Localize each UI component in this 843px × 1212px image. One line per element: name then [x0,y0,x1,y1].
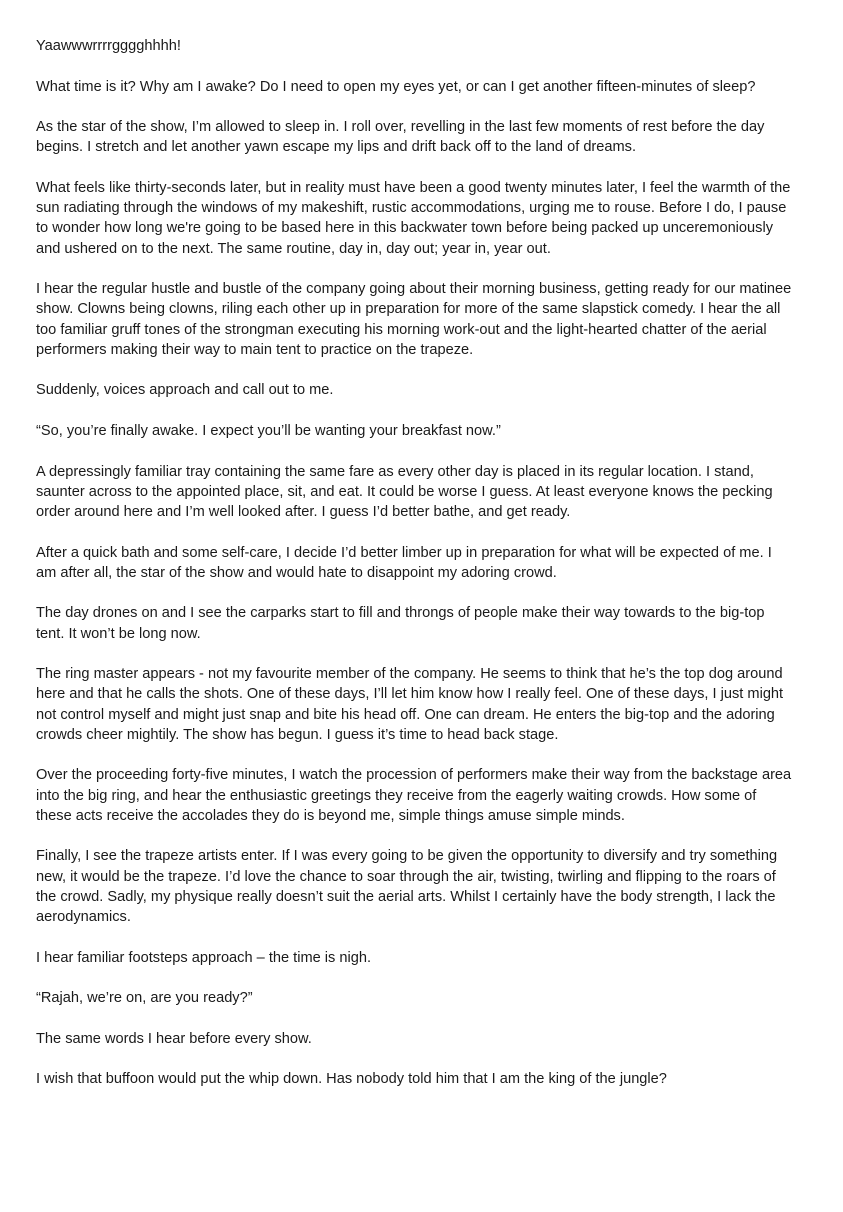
story-text [36,36,796,1110]
paragraph: I hear the regular hustle and bustle of the company going about their morning business, getting ready for our matinee show. Clowns being clowns, riling each other up in preparation for more of the same slapstick comedy. I hear the all too familiar gruff tones of the strongman executing his morning work-out and the light-hearted chatter of the aerial performers making their way to main tent to practice on the trapeze. [36,281,792,358]
paragraph: “So, you’re finally awake. I expect you’ll be wanting your breakfast now.” [36,422,501,439]
paragraph: I wish that buffoon would put the whip down. Has nobody told him that I am the king of the jungle? [36,1071,667,1088]
paragraph: The same words I hear before every show. [36,1030,312,1047]
paragraph: A depressingly familiar tray containing the same fare as every other day is placed in its regular location. I stand, saunter across to the appointed place, sit, and eat. It could be worse I guess. At least everyone knows the pecking order around here and I’m well looked after. I guess I’d better bathe, and get ready. [36,463,773,520]
paragraph: The ring master appears - not my favourite member of the company. He seems to think that he’s the top dog around here and that he calls the shots. One of these days, I’ll let him know how I really feel. One of these days, I just might not control myself and might just snap and bite his head off. One can dream. He enters the big-top and the adoring crowds cheer mightily. The show has begun. I guess it’s time to head back stage. [36,666,784,743]
paragraph: After a quick bath and some self-care, I decide I’d better limber up in preparation for what will be expected of me. I am after all, the star of the show and would hate to disappoint my adoring crowd. [36,544,772,581]
paragraph: Over the proceeding forty-five minutes, I watch the procession of performers make their way from the backstage area into the big ring, and hear the enthusiastic greetings they receive from the eagerly waiting crowds. How some of these acts receive the accolades they do is beyond me, simple things amuse simple minds. [36,767,792,824]
paragraph: Finally, I see the trapeze artists enter. If I was every going to be given the opportunity to diversify and try something new, it would be the trapeze. I’d love the chance to soar through the air, twisting, twirling and flipping to the roars of the crowd. Sadly, my physique really doesn’t suit the aerial arts. Whilst I certainly have the body strength, I lack the aerodynamics. [36,848,778,925]
paragraph: What feels like thirty-seconds later, but in reality must have been a good twenty minutes later, I feel the warmth of the sun radiating through the windows of my makeshift, rustic accommodations, urging me to rouse. Before I do, I pause to wonder how long we're going to be based here in this backwater town before being packed up unceremoniously and ushered on to the next. The same routine, day in, day out; year in, year out. [36,179,791,257]
paragraph: As the star of the show, I’m allowed to sleep in. I roll over, revelling in the last few moments of rest before the day begins. I stretch and let another yawn escape my lips and drift back off to the land of dreams. [36,119,765,156]
paragraph: Suddenly, voices approach and call out to me. [36,382,334,399]
paragraph: The day drones on and I see the carparks start to fill and throngs of people make their way towards to the big-top tent. It won’t be long now. [36,605,765,642]
paragraph: Yaawwwrrrrgggghhhh! [36,38,181,54]
paragraph: I hear familiar footsteps approach – the time is nigh. [36,949,372,966]
paragraph: What time is it? Why am I awake? Do I need to open my eyes yet, or can I get another fifteen-minutes of sleep? [36,78,756,95]
paragraph: “Rajah, we’re on, are you ready?” [36,990,253,1007]
